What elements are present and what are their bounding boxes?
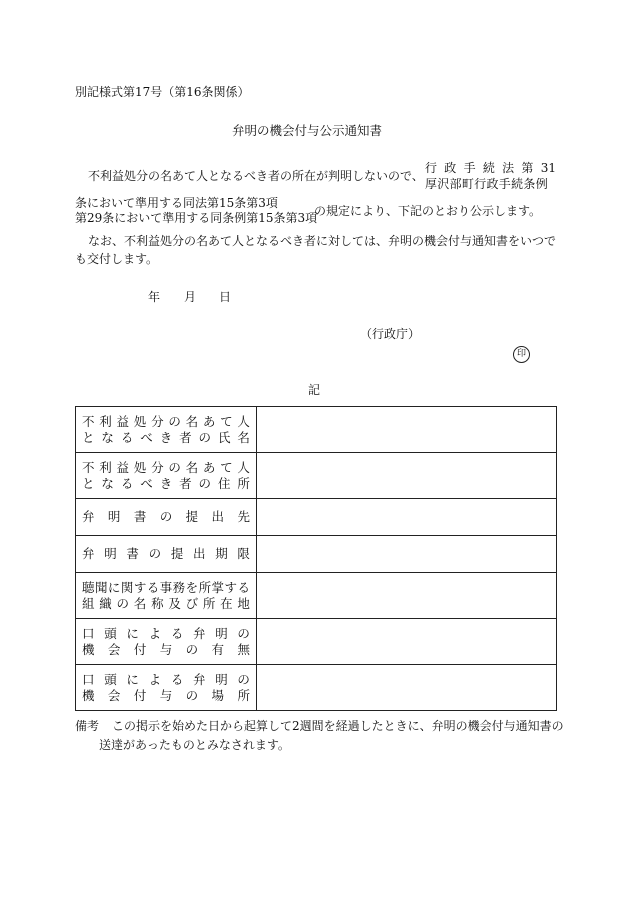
table-row <box>76 665 557 711</box>
row-label <box>76 536 257 573</box>
row-value[interactable] <box>257 407 557 453</box>
table-row <box>76 407 557 453</box>
para1-tail: の規定により、下記のとおり公示します。 <box>314 204 542 218</box>
opt-a-0: 行 <box>425 161 438 175</box>
label-line2: と な る べ き 者 の 氏 名 <box>82 429 250 445</box>
label-line1: 不 利 益 処 分 の 名 あ て 人 <box>82 413 250 429</box>
para1-continuation-a: 条において準用する同法第15条第3項 <box>75 196 278 210</box>
opt-a-3: 続 <box>482 161 495 175</box>
table-row <box>76 573 557 619</box>
opt-a-1: 政 <box>444 161 457 175</box>
opt-a-4: 法 <box>502 161 515 175</box>
label-line1: 不 利 益 処 分 の 名 あ て 人 <box>82 459 250 475</box>
para1-lead: 不利益処分の名あて人となるべき者の所在が判明しないので、 <box>88 169 424 183</box>
row-value[interactable] <box>257 453 557 499</box>
label-line1: 口 頭 に よ る 弁 明 の <box>82 625 250 641</box>
para2-line2: も交付します。 <box>75 252 159 266</box>
ki-heading: 記 <box>308 383 321 397</box>
record-table <box>75 406 557 711</box>
table-row <box>76 453 557 499</box>
label-line1: 聴 聞 に 関 す る 事 務 を 所 掌 す る <box>82 579 250 595</box>
form-number: 別記様式第17号（第16条関係） <box>75 85 250 99</box>
label-line1: 弁 明 書 の 提 出 先 <box>82 509 250 524</box>
document-title: 弁明の機会付与公示通知書 <box>232 123 383 138</box>
agency: （行政庁） <box>360 327 421 341</box>
date-year: 年 <box>148 290 161 304</box>
row-label <box>76 499 257 536</box>
remark-line2: 送達があったものとみなされます。 <box>99 738 290 752</box>
para2-line1: なお、不利益処分の名あて人となるべき者に対しては、弁明の機会付与通知書をいつで <box>88 234 557 248</box>
table-row <box>76 536 557 573</box>
table-row <box>76 499 557 536</box>
para1-option-b: 厚沢部町行政手続条例 <box>425 177 549 191</box>
label-line2: 組 織 の 名 称 及 び 所 在 地 <box>82 595 250 611</box>
label-line2: と な る べ き 者 の 住 所 <box>82 475 250 491</box>
date-day: 日 <box>219 290 232 304</box>
opt-a-2: 手 <box>463 161 476 175</box>
row-value[interactable] <box>257 573 557 619</box>
row-label <box>76 573 257 619</box>
row-label <box>76 407 257 453</box>
row-value[interactable] <box>257 499 557 536</box>
row-label <box>76 619 257 665</box>
remark-label: 備考 <box>75 719 100 733</box>
row-label <box>76 665 257 711</box>
row-label <box>76 453 257 499</box>
date-month: 月 <box>184 290 197 304</box>
opt-a-6: 31 <box>540 161 556 175</box>
row-value[interactable] <box>257 619 557 665</box>
remark-line1: この掲示を始めた日から起算して2週間を経過したときに、弁明の機会付与通知書の <box>112 719 564 733</box>
opt-a-5: 第 <box>521 161 534 175</box>
label-line2: 機 会 付 与 の 場 所 <box>82 687 250 703</box>
row-value[interactable] <box>257 536 557 573</box>
table-row <box>76 619 557 665</box>
label-line2: 機 会 付 与 の 有 無 <box>82 641 250 657</box>
seal-mark: 印 <box>513 346 530 363</box>
row-value[interactable] <box>257 665 557 711</box>
para1-continuation-b: 第29条において準用する同条例第15条第3項 <box>75 211 318 225</box>
para1-option-a <box>425 161 556 175</box>
label-line1: 口 頭 に よ る 弁 明 の <box>82 671 250 687</box>
label-line1: 弁 明 書 の 提 出 期 限 <box>82 546 250 561</box>
